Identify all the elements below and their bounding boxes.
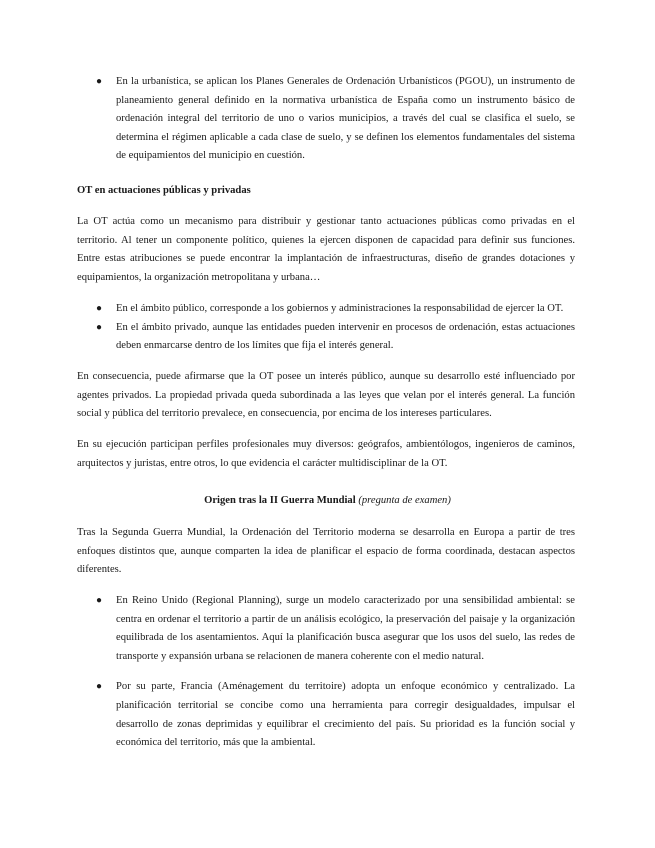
bullet-icon: ●	[96, 76, 103, 87]
list-item	[0, 73, 655, 166]
paragraph: En consecuencia, puede afirmarse que la OT posee un interés público, aunque su desarrollo esté influenciado por agentes privados. La propiedad privada queda subordinada a las leyes que velan por el interés general. La función social y pública del territorio prevalece, en consecuencia, por encima de los intereses particulares.	[77, 371, 575, 420]
paragraph: Tras la Segunda Guerra Mundial, la Ordenación del Territorio moderna se desarrolla en Europa a partir de tres enfoques distintos que, aunque comparten la idea de planificar el espacio de forma coordinada, destacan aspectos diferentes.	[77, 527, 575, 576]
intro-bullet-list	[0, 73, 655, 166]
public-private-bullet-list	[0, 300, 655, 356]
bullet-icon: ●	[96, 321, 103, 333]
paragraph: La OT actúa como un mecanismo para distribuir y gestionar tanto actuaciones públicas como privadas en el territorio. Al tener un componente político, quienes la ejercen disponen de capacidad para definir sus funciones. Entre estas atribuciones se puede encontrar la implantación de infraestructuras, diseño de grandes dotaciones y equipamientos, la organización metropolitana y urbana…	[77, 216, 575, 283]
list-item	[0, 300, 655, 319]
origin-bullet-list	[0, 592, 655, 753]
paragraph: En su ejecución participan perfiles profesionales muy diversos: geógrafos, ambientólogos, ingenieros de caminos, arquitectos y juristas, entre otros, lo que evidencia el carácter multidisciplinar de la OT.	[77, 439, 575, 469]
heading-italic-note: (pregunta de examen)	[358, 495, 451, 506]
list-item-text: Por su parte, Francia (Aménagement du territoire) adopta un enfoque económico y centralizado. La planificación territorial se concibe como una herramienta para corregir desigualdades, impulsar el desarrollo de zonas deprimidas y equilibrar el crecimiento del país. Su prioridad es la función social y económica del territorio, más que la ambiental.	[116, 681, 575, 749]
section-heading-ot-actuaciones: OT en actuaciones públicas y privadas	[77, 185, 251, 196]
heading-bold-text: Origen tras la II Guerra Mundial	[204, 495, 356, 506]
list-item-text: En Reino Unido (Regional Planning), surge un modelo caracterizado por una sensibilidad ambiental: se centra en ordenar el territorio a partir de un análisis ecológico, la preservación del paisaje y la organización equilibrada de los asentamientos. Aquí la planificación busca asegurar que los usos del suelo, las redes de transporte y expansión urbana se relacionen de manera coherente con el medio natural.	[116, 595, 575, 662]
list-item	[0, 678, 655, 752]
bullet-icon: ●	[96, 303, 103, 314]
section-heading-origen	[0, 492, 655, 510]
list-item	[0, 319, 655, 356]
intro-bullet-text: En la urbanística, se aplican los Planes Generales de Ordenación Urbanísticos (PGOU), un instrumento de planeamiento general definido en la normativa urbanística de España como un instrumento básico de ordenación integral del territorio de uno o varios municipios, a través del cual se clasifica el suelo, se determina el régimen aplicable a cada clase de suelo, y se definen los elementos fundamentales del sistema de equipamientos del municipio en cuestión.	[116, 76, 575, 162]
list-item-text: En el ámbito privado, aunque las entidades pueden intervenir en procesos de ordenación, estas actuaciones deben enmarcarse dentro de los límites que fija el interés general.	[116, 321, 575, 352]
bullet-icon: ●	[96, 595, 103, 606]
list-item-text: En el ámbito público, corresponde a los gobiernos y administraciones la responsabilidad de ejercer la OT.	[116, 303, 564, 314]
bullet-icon: ●	[96, 681, 103, 693]
list-item	[0, 592, 655, 666]
